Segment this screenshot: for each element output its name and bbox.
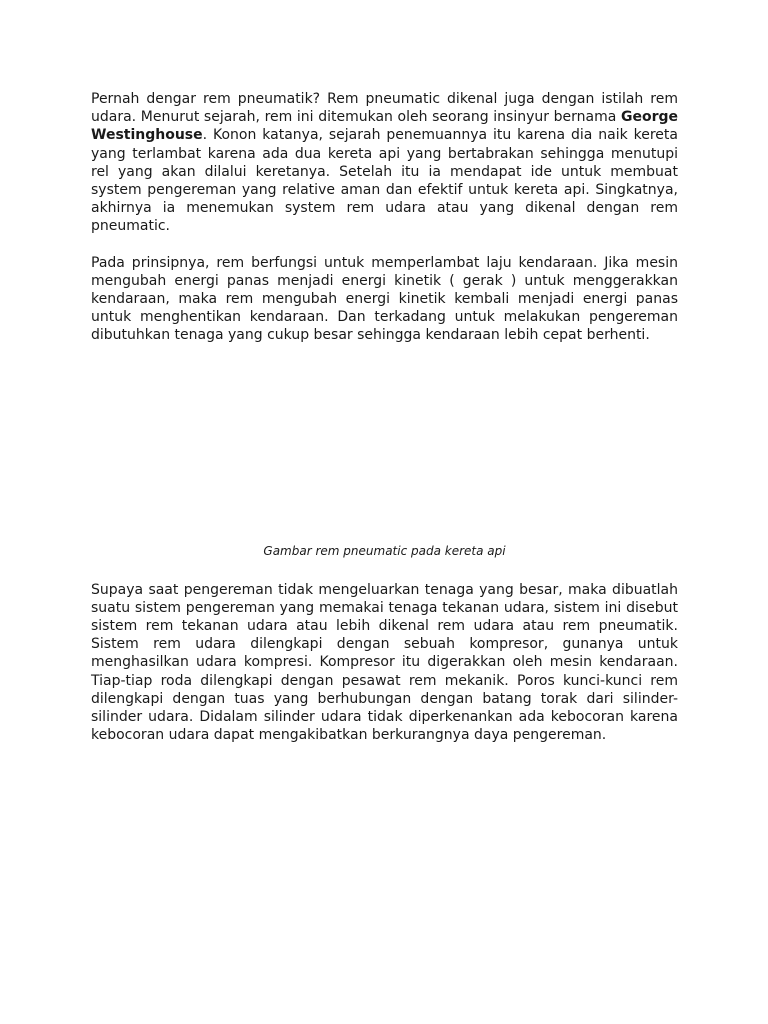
paragraph-principle: Pada prinsipnya, rem berfungsi untuk memperlambat laju kendaraan. Jika mesin mengubah energi panas menjadi energi kinetik ( gerak ) untuk menggerakkan kendaraan, maka rem mengubah energi kinetik kembali menjadi energi panas untuk menghentikan kendaraan. Dan terkadang untuk melakukan pengereman dibutuhkan tenaga yang cukup besar sehingga kendaraan lebih cepat berhenti. [91, 254, 678, 344]
paragraph-system: Supaya saat pengereman tidak mengeluarkan tenaga yang besar, maka dibuatlah suatu sistem pengereman yang memakai tenaga tekanan udara, sistem ini disebut sistem rem tekanan udara atau lebih dikenal rem udara atau rem pneumatik. Sistem rem udara dilengkapi dengan sebuah kompresor, gunanya untuk menghasilkan udara kompresi. Kompresor itu digerakkan oleh mesin kendaraan. Tiap-tiap roda dilengkapi dengan pesawat rem mekanik. Poros kunci-kunci rem dilengkapi dengan tuas yang berhubungan dengan batang torak dari silinder-silinder udara. Didalam silinder udara tidak diperkenankan ada kebocoran karena kebocoran udara dapat mengakibatkan berkurangnya daya pengereman. [91, 581, 678, 744]
inventor-name: George Westinghouse [91, 109, 678, 144]
figure-caption: Gambar rem pneumatic pada kereta api [263, 543, 506, 558]
paragraph-history-text-after: . Konon katanya, sejarah penemuannya itu karena dia naik kereta yang terlambat karena ada dua kereta api yang bertabrakan sehingga menutupi rel yang akan dilalui keretanya. Setelah itu ia mendapat ide untuk membuat system pengereman yang relative aman dan efektif untuk kereta api. Singkatnya, akhirnya ia menemukan system rem udara atau yang dikenal dengan rem pneumatic. [91, 127, 678, 235]
paragraph-history [91, 90, 678, 236]
figure-placeholder [91, 345, 678, 543]
paragraph-history-text-before: Pernah dengar rem pneumatik? Rem pneumatic dikenal juga dengan istilah rem udara. Menurut sejarah, rem ini ditemukan oleh seorang insinyur bernama [91, 91, 678, 126]
document-page [91, 90, 678, 744]
